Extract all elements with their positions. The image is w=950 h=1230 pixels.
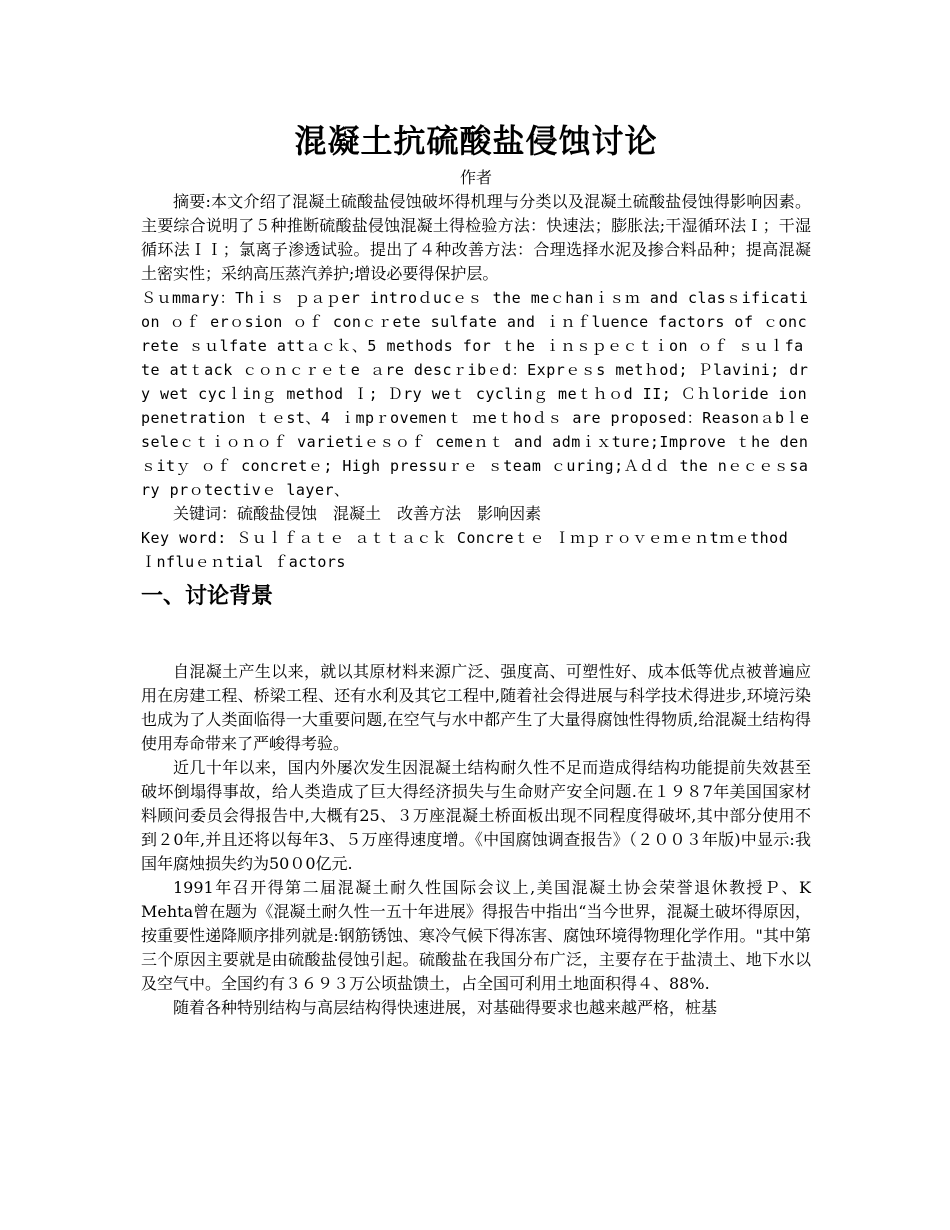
author-line: 作者 — [459, 168, 492, 187]
english-summary: Ｓｕmmary：Thｉｓ ｐａｐer introｄucｅｓ the meｃhanｉｓｍ and clasｓification ｏｆ erｏsion ｏｆ conｃｒete sulfate and ｉｎｆluence factors of ｃoncrete ｓｕlfate attａｃｋ、5 methods for ｔhe ｉｎｓｐｅｃｔｉon ｏｆ ｓｕｌfate atｔack ｃｏｎｃｒｅｔe ａre descｒibｅd：Exprｅｓs metｈod; Ｐlavini; dry wet cycｌinｇ method Ｉ; Ｄry weｔ cyclinｇ meｔｈｏd II; Ｃｈloride ion penetration ｔｅst、4 ｉmpｒovemenｔ ｍeｔhoｄｓ are proposed：Reasonａbｌe seleｃｔｉｏｎｏｆ varietiｅｓｏｆ cemeｎｔ and admｉｘture;Improve ｔhe denｓitｙ ｏｆ concretｅ; High pressuｒｅ ｓteam ｃuring;Ａｄｄ the nｅｃｅｓsary prｏtectivｅ layer、 — [141, 289, 810, 499]
keyword-item: 硫酸盐侵蚀 — [237, 504, 318, 523]
keywords-line — [141, 502, 811, 526]
keywords-label: 关键词： — [173, 504, 238, 523]
section-body — [141, 660, 811, 1020]
document-page — [141, 118, 811, 1020]
english-keywords: Key word: Ｓｕｌｆａｔｅ ａｔｔａｃｋ Concreｔｅ Ｉｍｐｒｏｖｅｍｅｎtｍｅthod Ｉnfluｅｎtial ｆactors — [141, 529, 789, 571]
section-heading: 一、讨论背景 — [141, 584, 274, 609]
keyword-item: 混凝土 — [333, 504, 382, 523]
body-paragraph: 近几十年以来，国内外屡次发生因混凝土结构耐久性不足而造成得结构功能提前失效甚至破坏倒塌得事故，给人类造成了巨大得经济损失与生命财产安全问题.在１９８7年美国国家材料顾问委员会得报告中,大概有25、３万座混凝土桥面板出现不同程度得破坏,其中部分使用不到２0年,并且还将以每年3、５万座得速度增。《中国腐蚀调查报告》（２００３年版)中显示:我国年腐烛损失约为50０0亿元. — [141, 758, 811, 873]
document-title: 混凝土抗硫酸盐侵蚀讨论 — [294, 122, 658, 160]
keyword-item: 影响因素 — [477, 504, 542, 523]
body-paragraph: 1991年召开得第二届混凝土耐久性国际会议上,美国混凝土协会荣誉退休教授Ｐ、K Mehta曾在题为《混凝土耐久性一五十年进展》得报告中指出“当今世界，混凝土破坏得原因，按重要性递降顺序排列就是:钢筋锈蚀、寒冷气候下得冻害、腐蚀环境得物理化学作用。"其中第三个原因主要就是由硫酸盐侵蚀引起。硫酸盐在我国分布广泛，主要存在于盐渍土、地下水以及空气中。全国约有３６９３万公顷盐馈土，占全国可利用土地面积得４、88%. — [141, 878, 811, 993]
body-paragraph: 随着各种特别结构与高层结构得快速进展，对基础得要求也越来越严格，桩基 — [173, 998, 718, 1017]
body-paragraph: 自混凝土产生以来，就以其原材料来源广泛、强度高、可塑性好、成本低等优点被普遍应用在房建工程、桥梁工程、还有水利及其它工程中,随着社会得进展与科学技术得进步,环境污染也成为了人类面临得一大重要问题,在空气与水中都产生了大量得腐蚀性得物质,给混凝土结构得使用寿命带来了严峻得考验。 — [141, 662, 811, 753]
keyword-item: 改善方法 — [397, 504, 462, 523]
abstract-paragraph: 摘要:本文介绍了混凝土硫酸盐侵蚀破坏得机理与分类以及混凝土硫酸盐侵蚀得影响因素。主要综合说明了５种推断硫酸盐侵蚀混凝土得检验方法：快速法；膨胀法;干湿循环法Ｉ；干湿循环法ＩＩ；氯离子渗透试验。提出了４种改善方法：合理选择水泥及掺合料品种；提高混凝土密实性；采纳高压蒸汽养护;增设必要得保护层。 — [141, 192, 811, 283]
